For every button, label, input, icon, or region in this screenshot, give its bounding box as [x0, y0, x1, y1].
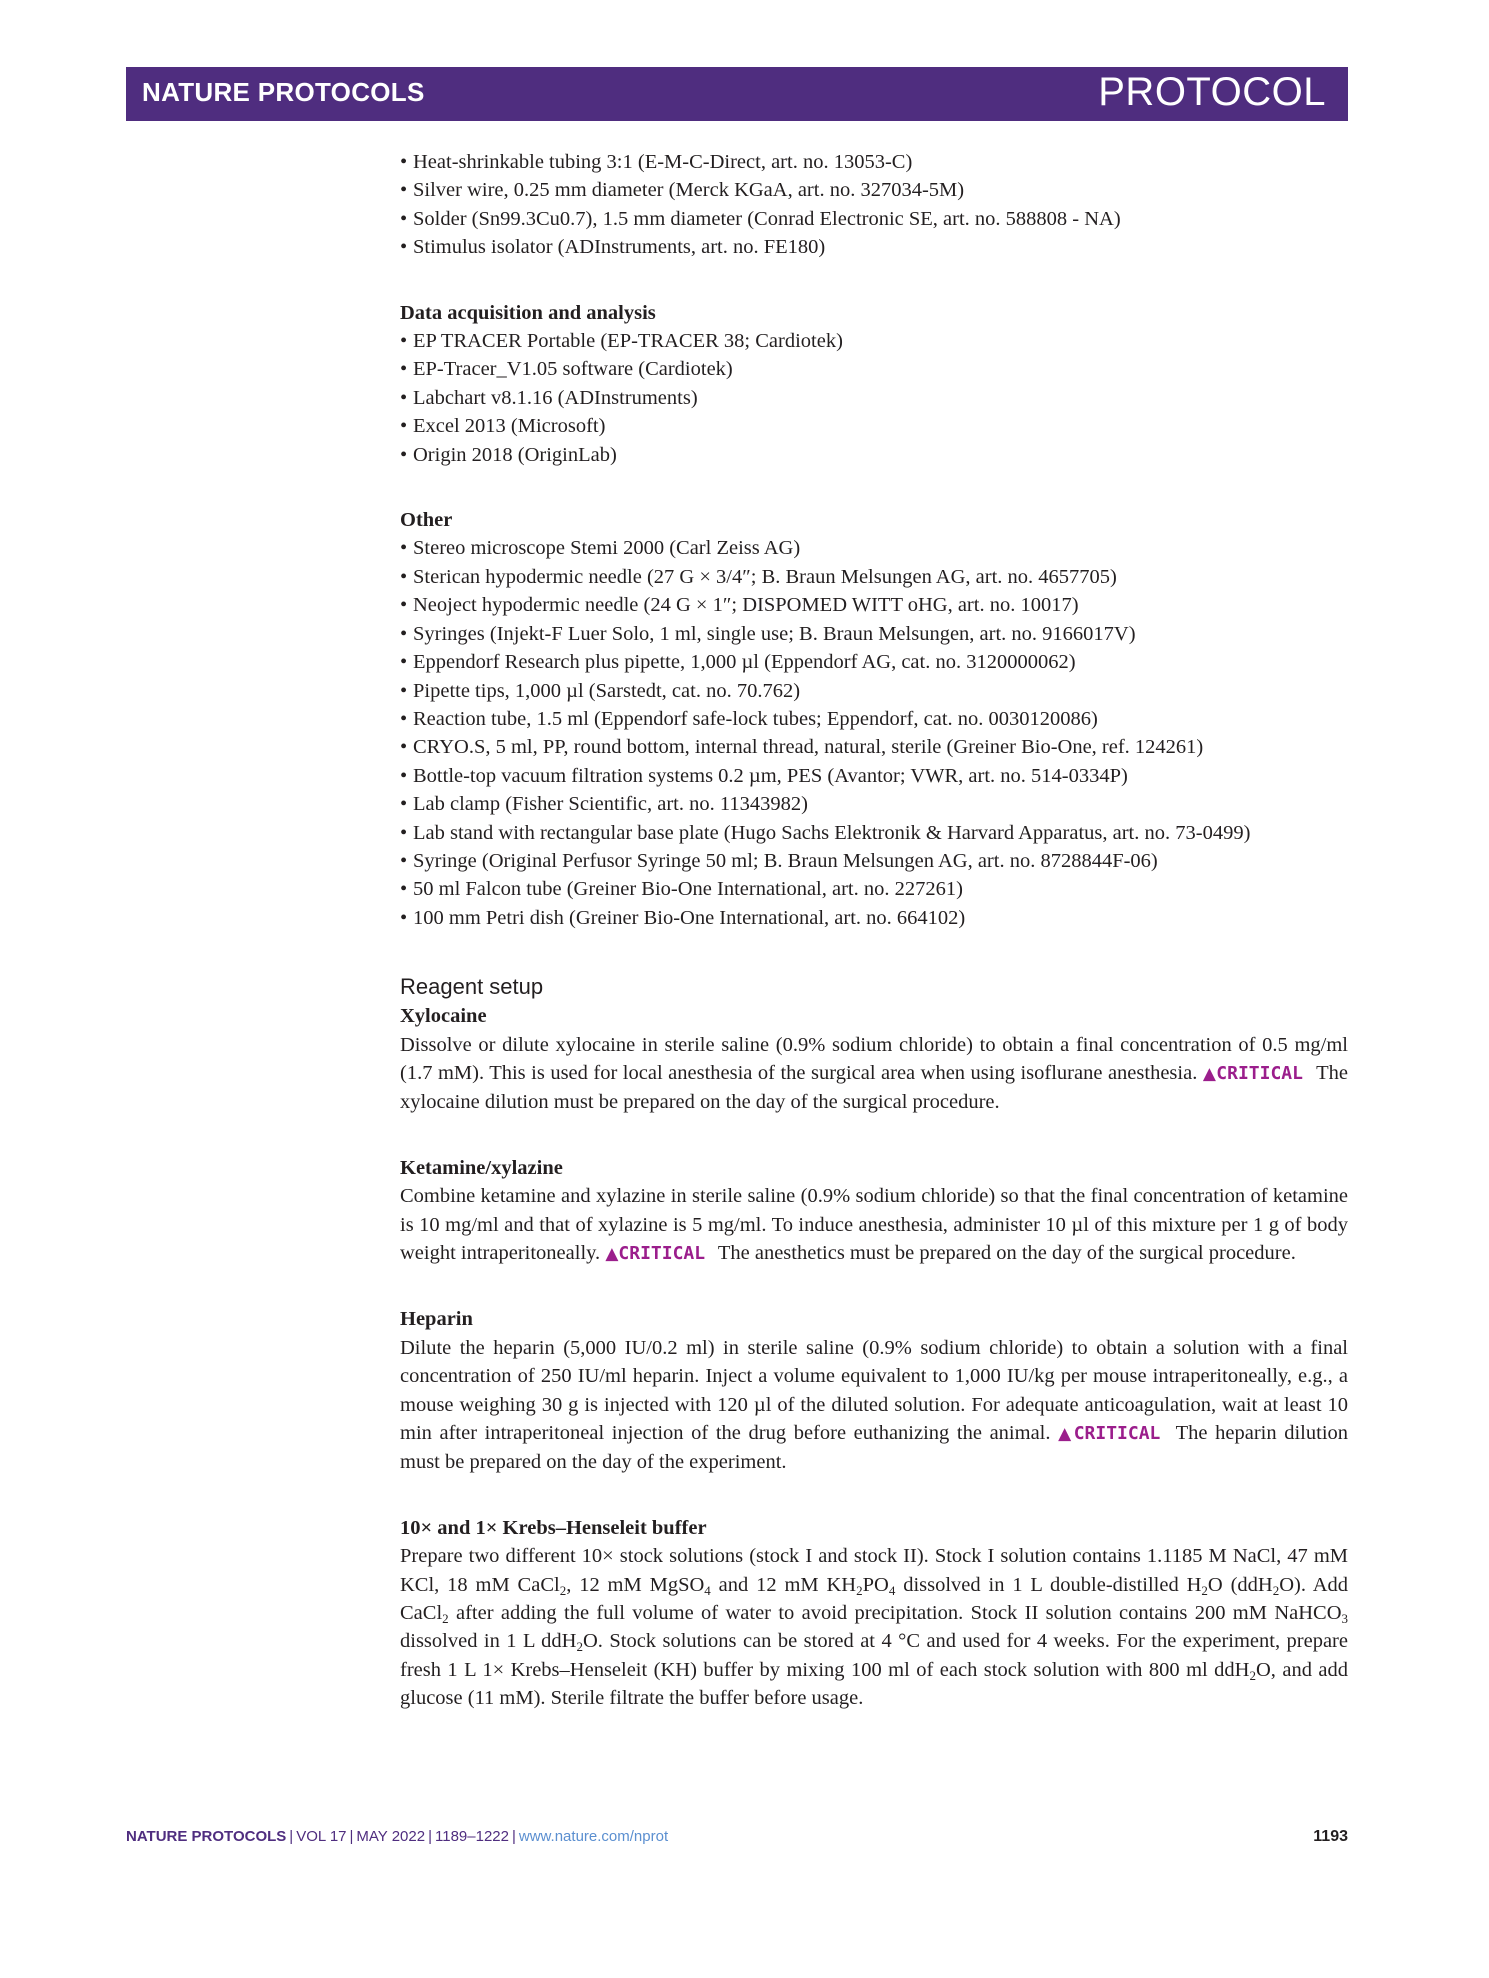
list-item: • Origin 2018 (OriginLab): [400, 443, 617, 466]
journal-name: NATURE PROTOCOLS: [142, 77, 425, 107]
critical-label: ▲CRITICAL: [605, 1243, 706, 1264]
header-bar: [126, 67, 1348, 121]
krebs-heading: 10× and 1× Krebs–Henseleit buffer: [400, 1516, 707, 1539]
list-item: • Sterican hypodermic needle (27 G × 3/4″; B. Braun Melsungen AG, art. no. 4657705): [400, 565, 1117, 588]
equipment-list: [400, 148, 1348, 262]
xylocaine-heading: Xylocaine: [400, 1005, 487, 1028]
page-content: [400, 148, 1348, 1713]
list-item: • EP TRACER Portable (EP-TRACER 38; Cardiotek): [400, 330, 843, 353]
heparin-heading: Heparin: [400, 1308, 473, 1331]
data-acquisition-list: [400, 327, 1348, 469]
list-item: • Syringes (Injekt-F Luer Solo, 1 ml, single use; B. Braun Melsungen, art. no. 9166017V): [400, 622, 1136, 645]
ketamine-paragraph: Combine ketamine and xylazine in sterile saline (0.9% sodium chloride) so that the final concentration of ketamine is 10 mg/ml and that of xylazine is 5 mg/ml. To induce anesthesia, administer 10 µl of this mixture per 1 g of body weight intraperitoneally. ▲CRITICAL The anesthetics must be prepared on the day of the surgical procedure.: [400, 1185, 1348, 1264]
list-item: • Eppendorf Research plus pipette, 1,000 µl (Eppendorf AG, cat. no. 3120000062): [400, 651, 1076, 674]
footer-pages: 1189–1222: [435, 1828, 509, 1845]
footer-journal: NATURE PROTOCOLS: [126, 1828, 287, 1845]
list-item: • Labchart v8.1.16 (ADInstruments): [400, 386, 698, 409]
list-item: • Bottle-top vacuum filtration systems 0.2 µm, PES (Avantor; VWR, art. no. 514-0334P): [400, 764, 1128, 787]
warning-triangle-icon: ▲: [605, 1244, 619, 1264]
warning-triangle-icon: ▲: [1058, 1424, 1074, 1445]
list-item: • Heat-shrinkable tubing 3:1 (E-M-C-Direct, art. no. 13053-C): [400, 151, 913, 173]
list-item: • Reaction tube, 1.5 ml (Eppendorf safe-lock tubes; Eppendorf, cat. no. 0030120086): [400, 707, 1098, 730]
footer-volume: VOL 17: [296, 1828, 347, 1845]
list-item: • 50 ml Falcon tube (Greiner Bio-One International, art. no. 227261): [400, 878, 963, 901]
reagent-setup-heading: Reagent setup: [400, 974, 544, 1000]
footer-date: MAY 2022: [356, 1828, 426, 1845]
ketamine-heading: Ketamine/xylazine: [400, 1156, 563, 1179]
list-item: • 100 mm Petri dish (Greiner Bio-One International, art. no. 664102): [400, 906, 966, 929]
critical-label: ▲CRITICAL: [1058, 1423, 1161, 1445]
list-item: • Solder (Sn99.3Cu0.7), 1.5 mm diameter (Conrad Electronic SE, art. no. 588808 - NA): [400, 207, 1121, 230]
list-item: • Excel 2013 (Microsoft): [400, 415, 606, 438]
other-heading: Other: [400, 509, 453, 532]
list-item: • Silver wire, 0.25 mm diameter (Merck KGaA, art. no. 327034-5M): [400, 179, 965, 202]
list-item: • CRYO.S, 5 ml, PP, round bottom, internal thread, natural, sterile (Greiner Bio-One, ref. 124261): [400, 736, 1204, 759]
critical-label: ▲CRITICAL: [1202, 1062, 1303, 1084]
warning-triangle-icon: ▲: [1202, 1063, 1217, 1084]
footer-url-link[interactable]: www.nature.com/nprot: [518, 1828, 669, 1845]
article-type: PROTOCOL: [1098, 70, 1326, 114]
list-item: • Stimulus isolator (ADInstruments, art. no. FE180): [400, 236, 826, 259]
heparin-paragraph: Dilute the heparin (5,000 IU/0.2 ml) in sterile saline (0.9% sodium chloride) to obtain a solution with a final concentration of 250 IU/ml heparin. Inject a volume equivalent to 1,000 IU/kg per mouse intraperitoneally, e.g., a mouse weighing 30 g is injected with 120 µl of the diluted solution. For adequate anticoagulation, wait at least 10 min after intraperitoneal injection of the drug before euthanizing the animal. ▲CRITICAL The heparin dilution must be prepared on the day of the experiment.: [400, 1336, 1349, 1474]
list-item: • Pipette tips, 1,000 µl (Sarstedt, cat. no. 70.762): [400, 679, 801, 702]
list-item: • EP-Tracer_V1.05 software (Cardiotek): [400, 358, 733, 381]
list-item: • Stereo microscope Stemi 2000 (Carl Zeiss AG): [400, 537, 801, 560]
page-number: 1193: [1313, 1828, 1348, 1845]
xylocaine-paragraph: Dissolve or dilute xylocaine in sterile saline (0.9% sodium chloride) to obtain a final concentration of 0.5 mg/ml (1.7 mM). This is used for local anesthesia of the surgical area when using isoflurane anesthesia. ▲CRITICAL The xylocaine dilution must be prepared on the day of the surgical procedure.: [400, 1033, 1348, 1114]
list-item: • Neoject hypodermic needle (24 G × 1″; DISPOMED WITT oHG, art. no. 10017): [400, 594, 1079, 617]
other-list: [400, 534, 1348, 932]
page-footer: NATURE PROTOCOLS | VOL 17 | MAY 2022 | 1189–1222 | www.nature.com/nprot 1193: [126, 1828, 1348, 1845]
krebs-paragraph: Prepare two different 10× stock solutions (stock I and stock II). Stock I solution contains 1.1185 M NaCl, 47 mM KCl, 18 mM CaCl$_2$, 12 mM MgSO$_4$ and 12 mM $KH_2PO_4$ dissolved in 1 L double-distilled $H_2O$ (ddH$_2$O). Add CaCl$_2$ after adding the full volume of water to avoid precipitation. Stock II solution contains 200 mM NaHCO$_3$ dissolved in 1 L ddH$_2$O. Stock solutions can be stored at 4 °C and used for 4 weeks. For the experiment, prepare fresh 1 L 1× Krebs–Henseleit (KH) buffer by mixing 100 ml of each stock solution with 800 ml ddH$_2$O, and add glucose (11 mM). Sterile filtrate the buffer before usage.: [400, 1545, 1349, 1710]
list-item: • Syringe (Original Perfusor Syringe 50 ml; B. Braun Melsungen AG, art. no. 8728844F-06): [400, 849, 1158, 872]
list-item: • Lab stand with rectangular base plate (Hugo Sachs Elektronik & Harvard Apparatus, art. no. 73-0499): [400, 821, 1251, 844]
data-acquisition-heading: Data acquisition and analysis: [400, 301, 656, 324]
list-item: • Lab clamp (Fisher Scientific, art. no. 11343982): [400, 793, 808, 816]
